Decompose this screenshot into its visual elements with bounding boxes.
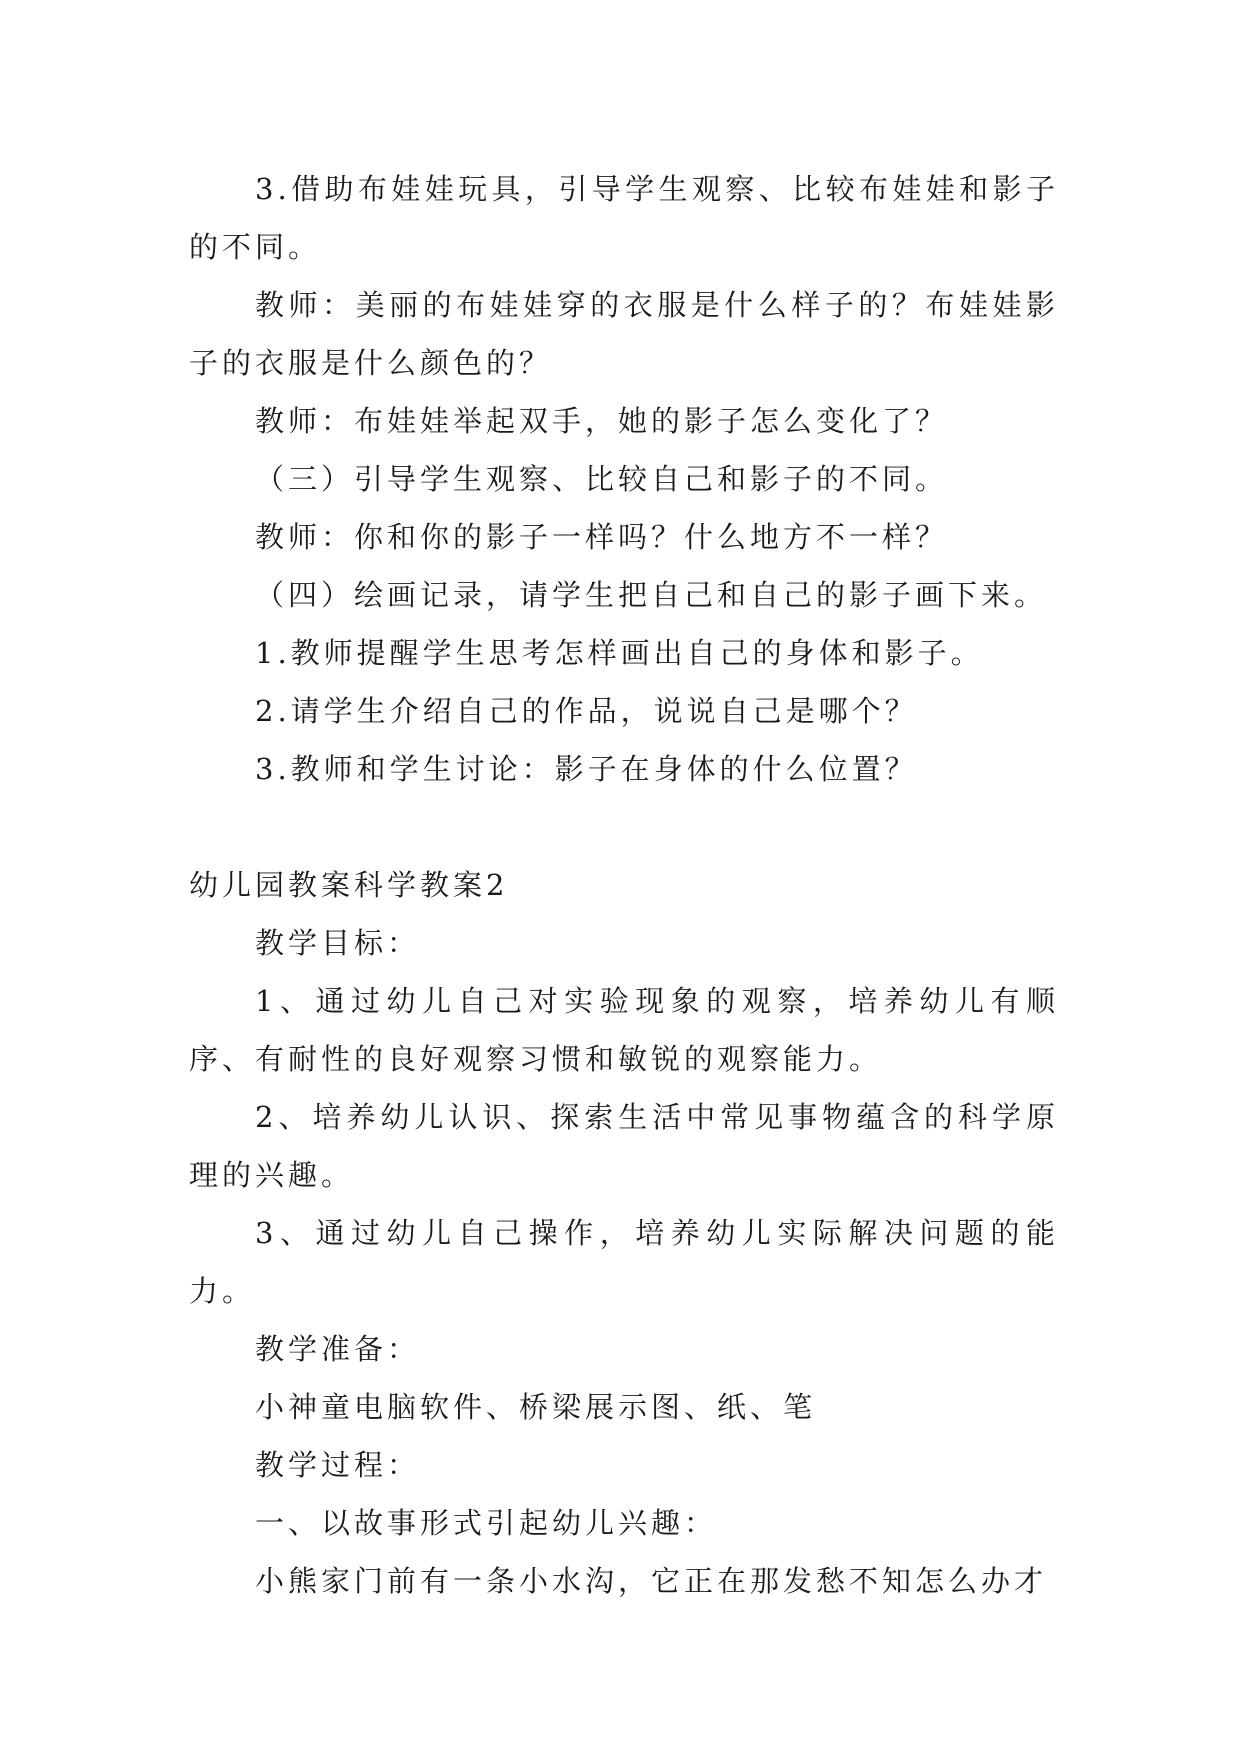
paragraph: 2、培养幼儿认识、探索生活中常见事物蕴含的科学原理的兴趣。 [189, 1100, 1059, 1192]
paragraph: 3.教师和学生讨论：影子在身体的什么位置？ [255, 752, 918, 786]
paragraph: （四）绘画记录，请学生把自己和自己的影子画下来。 [255, 578, 1048, 612]
paragraph: 小神童电脑软件、桥梁展示图、纸、笔 [255, 1390, 817, 1424]
paragraph: 教师：美丽的布娃娃穿的衣服是什么样子的？布娃娃影子的衣服是什么颜色的？ [189, 288, 1059, 380]
paragraph: 1.教师提醒学生思考怎样画出自己的身体和影子。 [255, 636, 984, 670]
paragraph: 教学目标： [255, 926, 421, 960]
section-2 [189, 856, 1059, 1610]
paragraph: 教学过程： [255, 1448, 421, 1482]
paragraph: 2.请学生介绍自己的作品，说说自己是哪个？ [255, 694, 918, 728]
paragraph: 3.借助布娃娃玩具，引导学生观察、比较布娃娃和影子的不同。 [189, 172, 1059, 264]
paragraph: （三）引导学生观察、比较自己和影子的不同。 [255, 462, 949, 496]
paragraph: 教师：布娃娃举起双手，她的影子怎么变化了？ [255, 404, 949, 438]
paragraph: 小熊家门前有一条小水沟，它正在那发愁不知怎么办才 [255, 1564, 1048, 1598]
paragraph: 3、通过幼儿自己操作，培养幼儿实际解决问题的能力。 [189, 1216, 1059, 1308]
paragraph: 教师：你和你的影子一样吗？什么地方不一样？ [255, 520, 949, 554]
section-1 [189, 160, 1059, 798]
section-title: 幼儿园教案科学教案2 [189, 868, 509, 902]
paragraph: 教学准备： [255, 1332, 421, 1366]
document-page [189, 160, 1059, 1610]
paragraph: 1、通过幼儿自己对实验现象的观察，培养幼儿有顺序、有耐性的良好观察习惯和敏锐的观察能力。 [189, 984, 1059, 1076]
paragraph: 一、以故事形式引起幼儿兴趣： [255, 1506, 718, 1540]
